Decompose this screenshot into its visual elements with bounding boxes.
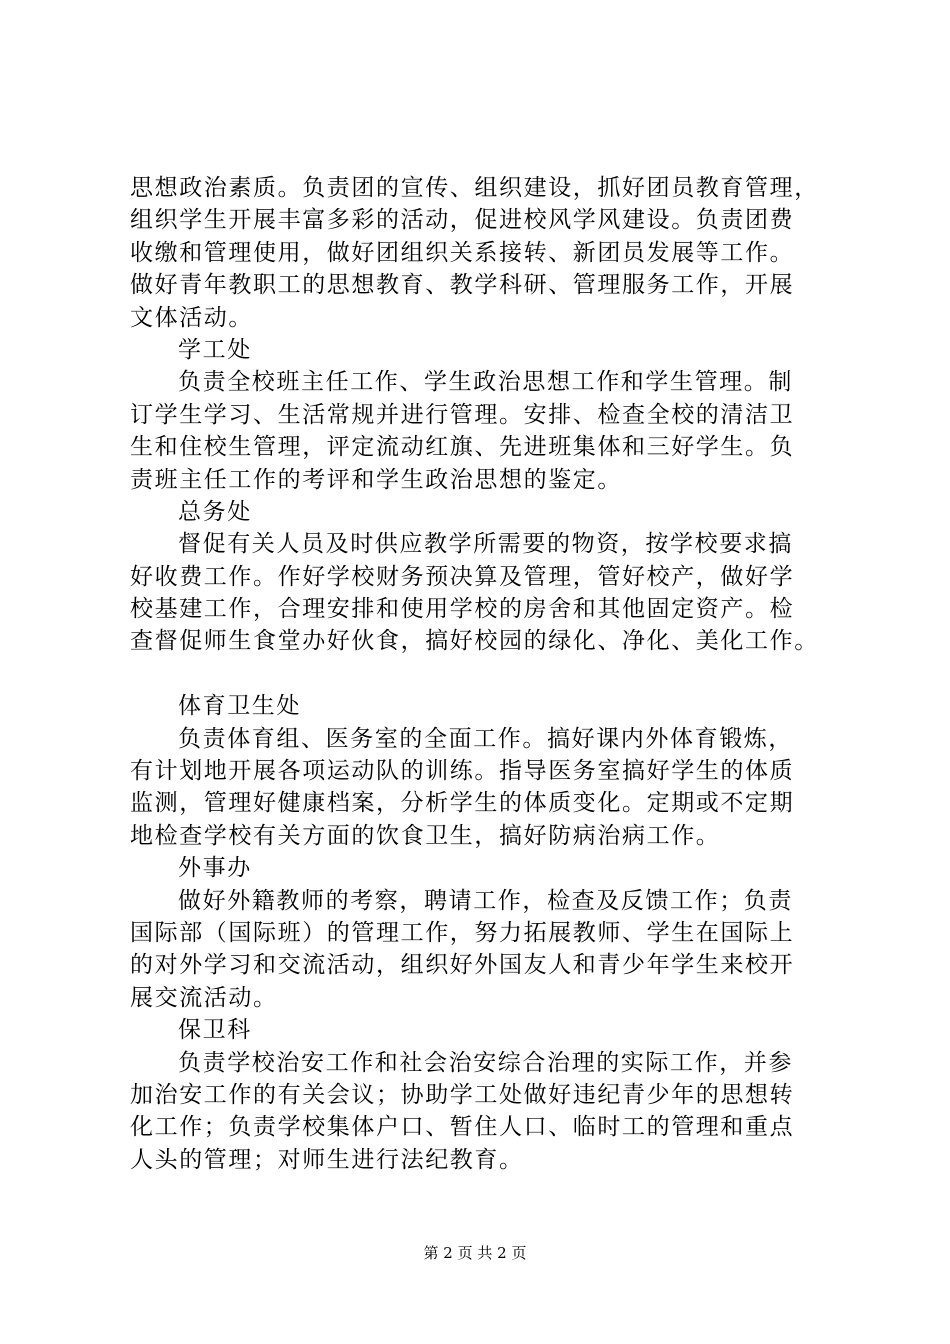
- text-line: 体育卫生处: [178, 693, 301, 720]
- text-line: 校基建工作，合理安排和使用学校的房舍和其他固定资产。检: [130, 596, 795, 623]
- document-body: [130, 172, 850, 1176]
- blank-line: [130, 658, 850, 690]
- text-line: 负责全校班主任工作、学生政治思想工作和学生管理。制: [178, 369, 793, 396]
- text-line: 收缴和管理使用，做好团组织关系接转、新团员发展等工作。: [130, 239, 795, 266]
- text-line: 督促有关人员及时供应教学所需要的物资，按学校要求搞: [178, 531, 793, 558]
- text-line: 做好外籍教师的考察，聘请工作，检查及反馈工作；负责: [178, 887, 793, 914]
- text-line: 生和住校生管理，评定流动红旗、先进班集体和三好学生。负: [130, 434, 795, 461]
- text-line: 有计划地开展各项运动队的训练。指导医务室搞好学生的体质: [130, 758, 795, 785]
- text-line: 组织学生开展丰富多彩的活动，促进校风学风建设。负责团费: [130, 207, 795, 234]
- text-line: 展交流活动。: [130, 984, 278, 1011]
- text-line: 负责体育组、医务室的全面工作。搞好课内外体育锻炼，: [178, 725, 793, 752]
- text-line: 国际部（国际班）的管理工作，努力拓展教师、学生在国际上: [130, 919, 795, 946]
- text-line: 学工处: [178, 336, 252, 363]
- page-footer: 第 2 页 共 2 页: [423, 1244, 527, 1262]
- text-line: 化工作；负责学校集体户口、暂住人口、临时工的管理和重点: [130, 1114, 795, 1141]
- text-line: 文体活动。: [130, 304, 253, 331]
- text-line: 查督促师生食堂办好伙食，搞好校园的绿化、净化、美化工作。: [130, 628, 819, 655]
- text-line: 责班主任工作的考评和学生政治思想的鉴定。: [130, 466, 622, 493]
- text-line: 的对外学习和交流活动，组织好外国友人和青少年学生来校开: [130, 952, 795, 979]
- text-line: 地检查学校有关方面的饮食卫生，搞好防病治病工作。: [130, 822, 721, 849]
- text-line: 保卫科: [178, 1017, 252, 1044]
- text-line: 好收费工作。作好学校财务预决算及管理，管好校产，做好学: [130, 563, 795, 590]
- text-line: 总务处: [178, 498, 252, 525]
- text-line: 监测，管理好健康档案，分析学生的体质变化。定期或不定期: [130, 790, 795, 817]
- text-line: 负责学校治安工作和社会治安综合治理的实际工作，并参: [178, 1049, 793, 1076]
- text-line: 思想政治素质。负责团的宣传、组织建设，抓好团员教育管理，: [130, 175, 819, 201]
- text-line: 加治安工作的有关会议；协助学工处做好违纪青少年的思想转: [130, 1081, 795, 1108]
- text-line: 人头的管理；对师生进行法纪教育。: [130, 1146, 524, 1173]
- text-line: 外事办: [178, 855, 252, 882]
- text-line: 做好青年教职工的思想教育、教学科研、管理服务工作，开展: [130, 272, 795, 299]
- text-line: 订学生学习、生活常规并进行管理。安排、检查全校的清洁卫: [130, 401, 795, 428]
